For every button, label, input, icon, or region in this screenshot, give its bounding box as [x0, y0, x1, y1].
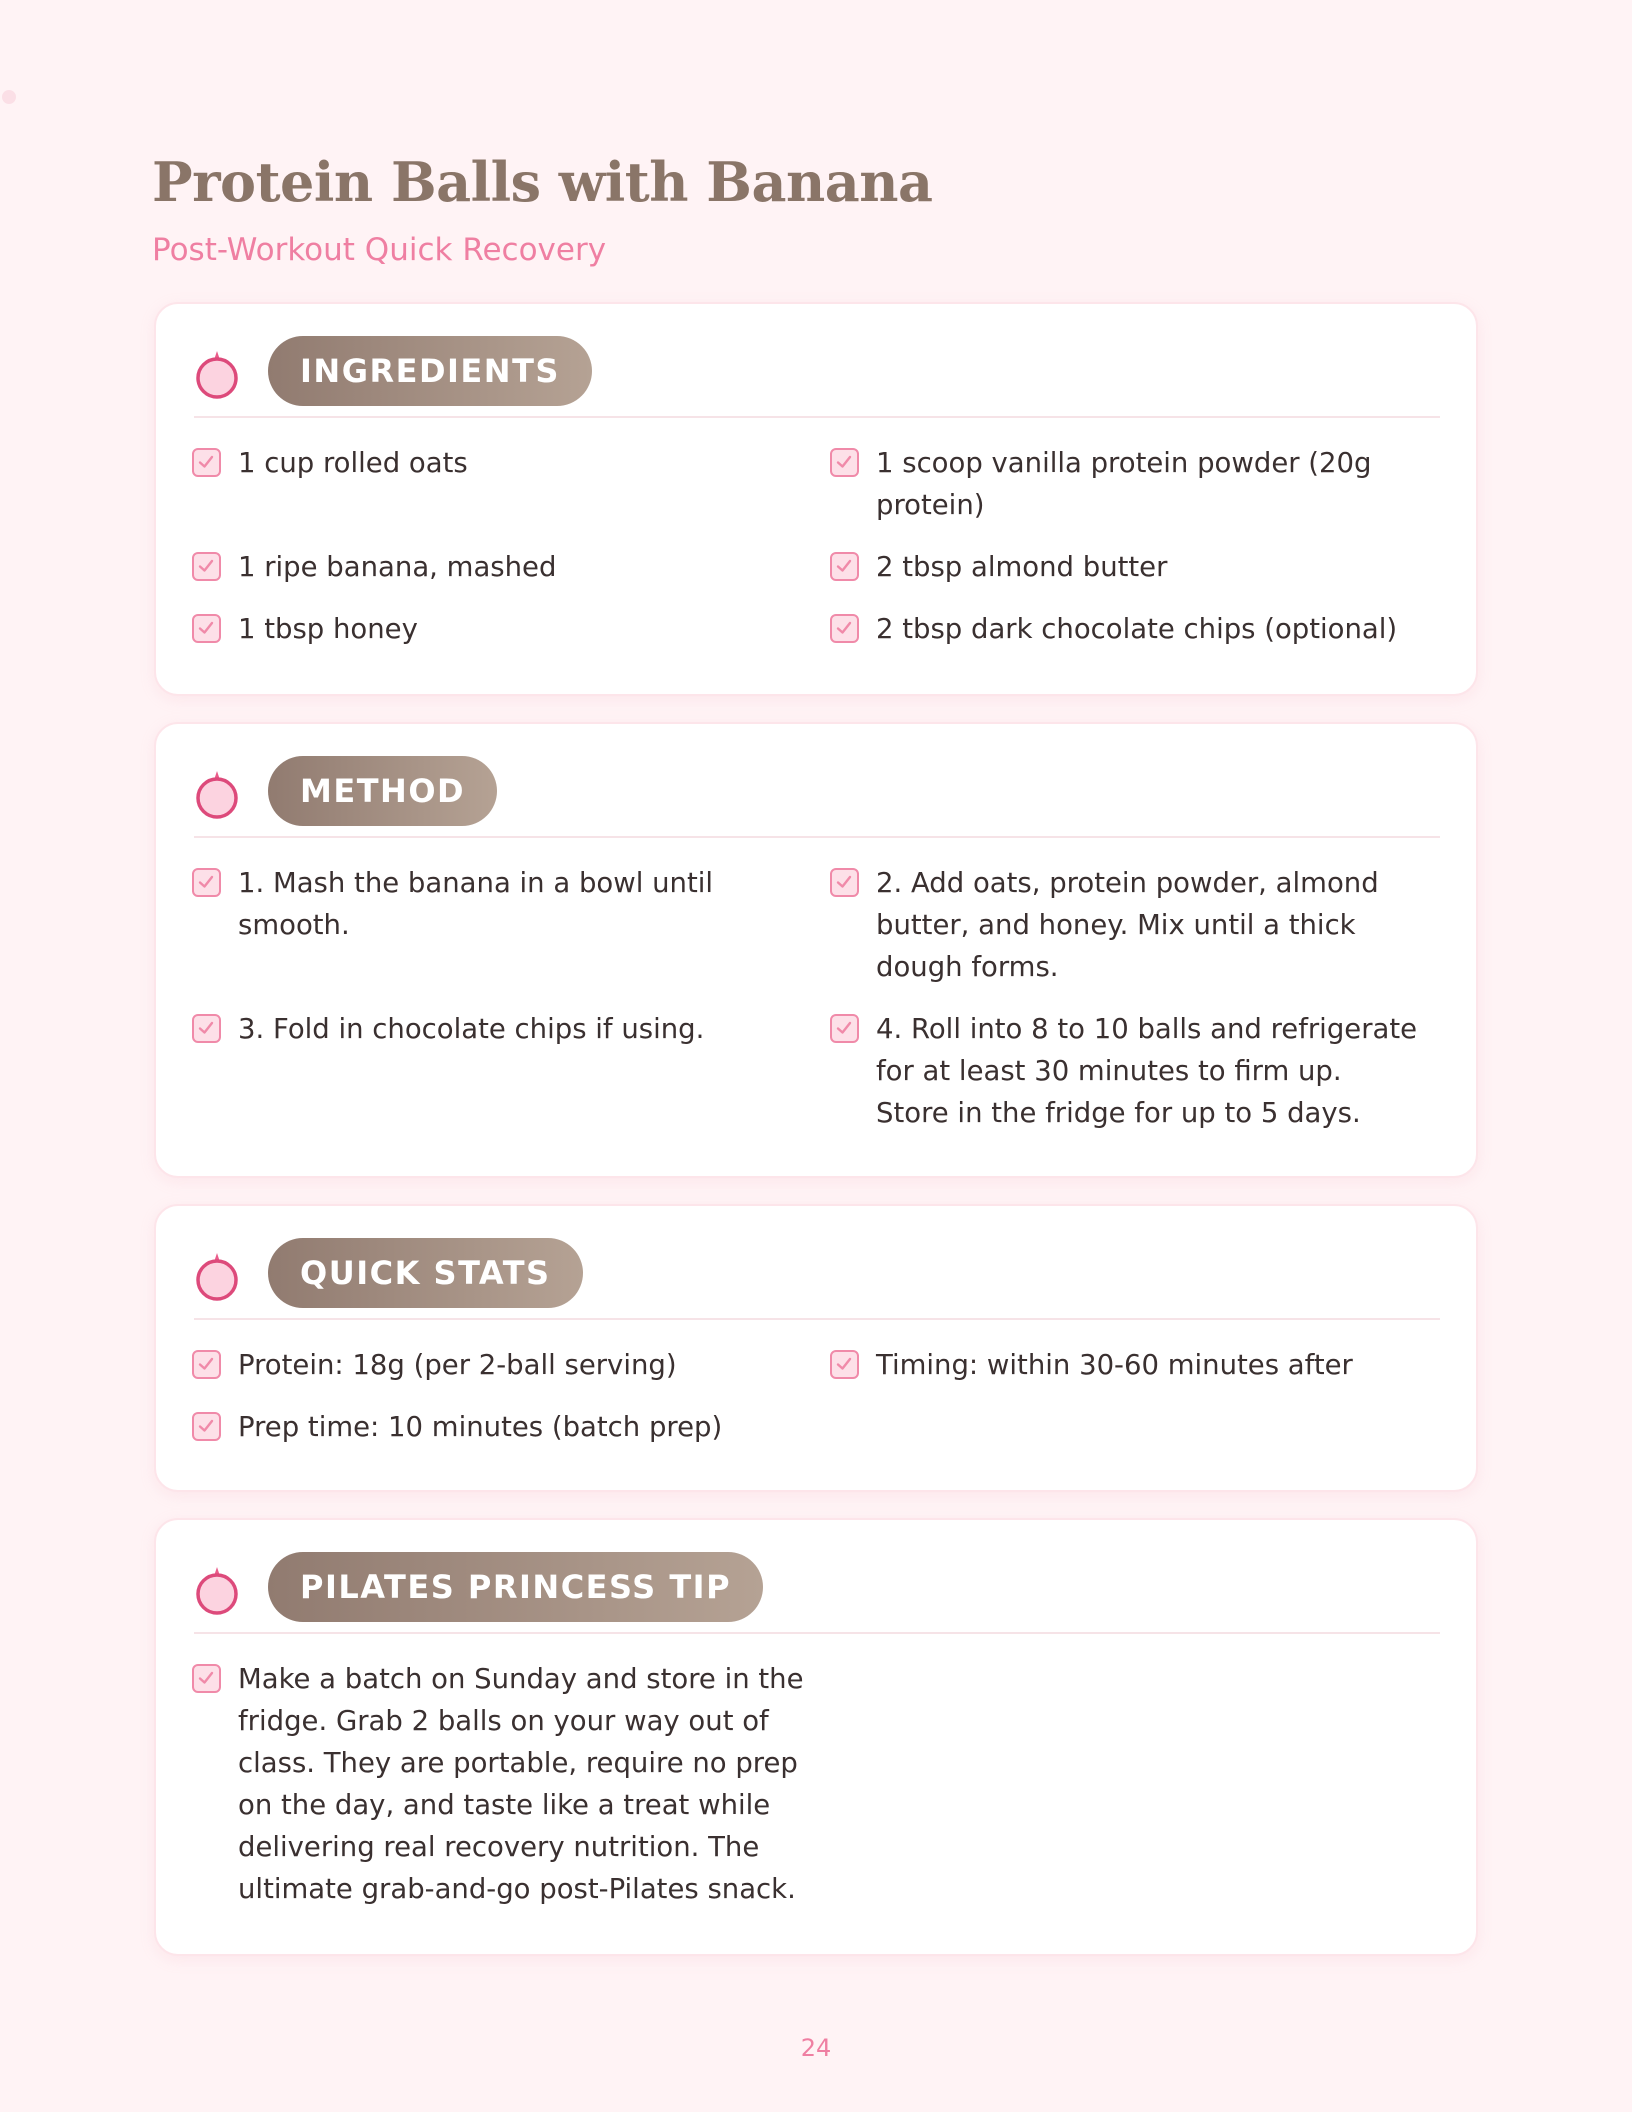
checkbox-icon — [192, 448, 221, 477]
list-item — [830, 1344, 1440, 1386]
list-item — [192, 1344, 830, 1386]
bauble-icon — [194, 768, 240, 820]
checkbox-icon — [192, 1412, 221, 1441]
list-item-text: Protein: 18g (per 2-ball serving) — [238, 1349, 677, 1381]
list-item — [830, 442, 1440, 526]
checkbox-icon — [830, 1014, 859, 1043]
tip-list — [192, 1658, 1440, 1910]
list-item-text: 3. Fold in chocolate chips if using. — [238, 1013, 705, 1045]
bauble-icon — [194, 1564, 240, 1616]
list-item — [830, 1008, 1440, 1134]
page-number: 24 — [800, 2034, 832, 2062]
quick-stats-list — [192, 1344, 1440, 1448]
list-item — [830, 862, 1440, 988]
checkbox-icon — [192, 1350, 221, 1379]
checkbox-icon — [830, 448, 859, 477]
ingredients-list — [192, 442, 1440, 650]
list-item-text: 1 cup rolled oats — [238, 447, 468, 479]
checkbox-icon — [830, 614, 859, 643]
checkbox-icon — [830, 1350, 859, 1379]
list-item-text: 1 tbsp honey — [238, 613, 418, 645]
tip-heading: PILATES PRINCESS TIP — [268, 1552, 763, 1622]
list-item-text: 2. Add oats, protein powder, almond butter, and honey. Mix until a thick dough forms. — [876, 867, 1379, 983]
list-item — [830, 546, 1440, 588]
checkbox-icon — [192, 552, 221, 581]
tip-card — [154, 1518, 1478, 1956]
list-item — [192, 862, 830, 988]
method-heading: METHOD — [268, 756, 497, 826]
checkbox-icon — [192, 1014, 221, 1043]
list-item-text: 2 tbsp dark chocolate chips (optional) — [876, 613, 1398, 645]
decorative-dot — [2, 90, 16, 104]
checkbox-icon — [830, 552, 859, 581]
list-item-text: 1 scoop vanilla protein powder (20g protein) — [876, 447, 1372, 521]
list-item — [192, 1008, 830, 1134]
method-card — [154, 722, 1478, 1178]
ingredients-heading: INGREDIENTS — [268, 336, 592, 406]
list-item-text: 1. Mash the banana in a bowl until smooth. — [238, 867, 714, 941]
list-item-text: 1 ripe banana, mashed — [238, 551, 557, 583]
list-item — [192, 546, 830, 588]
ingredients-card — [154, 302, 1478, 696]
ingredients-header — [194, 336, 1440, 418]
checkbox-icon — [192, 614, 221, 643]
checkbox-icon — [830, 868, 859, 897]
quick-stats-card — [154, 1204, 1478, 1492]
quick-stats-heading: QUICK STATS — [268, 1238, 583, 1308]
bauble-icon — [194, 1250, 240, 1302]
page-subtitle: Post-Workout Quick Recovery — [152, 232, 607, 268]
page-title: Protein Balls with Banana — [152, 150, 933, 214]
list-item-text: 2 tbsp almond butter — [876, 551, 1168, 583]
bauble-icon — [194, 348, 240, 400]
tip-header — [194, 1552, 1440, 1634]
list-item — [192, 442, 830, 526]
checkbox-icon — [192, 1664, 221, 1693]
list-item-text: Prep time: 10 minutes (batch prep) — [238, 1411, 723, 1443]
list-item-text: Timing: within 30-60 minutes after — [876, 1349, 1353, 1381]
method-list — [192, 862, 1440, 1134]
list-item — [192, 608, 830, 650]
list-item-text: Make a batch on Sunday and store in the fridge. Grab 2 balls on your way out of class. They are portable, require no prep on the day, and taste like a treat while delivering real recovery nutrition. The ultimate grab-and-go post-Pilates snack. — [238, 1663, 804, 1905]
list-item — [192, 1406, 830, 1448]
list-item — [830, 608, 1440, 650]
checkbox-icon — [192, 868, 221, 897]
list-item-text: 4. Roll into 8 to 10 balls and refrigerate for at least 30 minutes to firm up. Store in the fridge for up to 5 days. — [876, 1013, 1418, 1129]
method-header — [194, 756, 1440, 838]
quick-stats-header — [194, 1238, 1440, 1320]
list-item — [192, 1658, 830, 1910]
